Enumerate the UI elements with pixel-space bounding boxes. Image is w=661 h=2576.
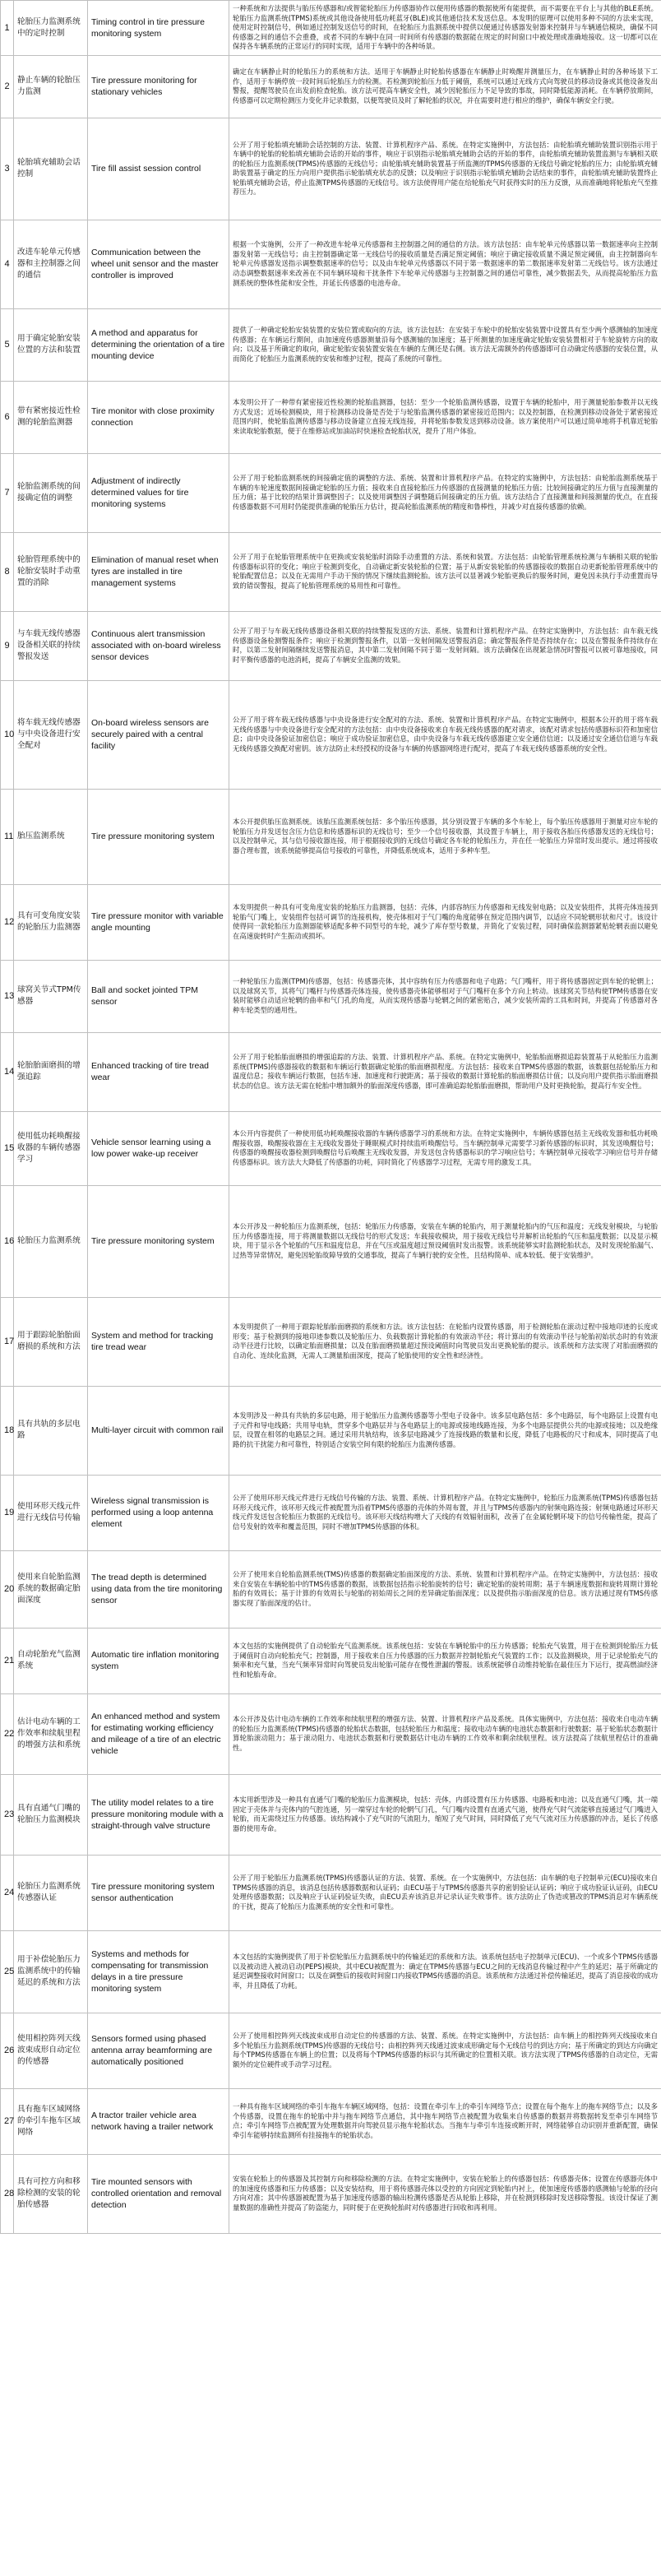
chinese-title: 改进车轮单元传感器和主控制器之间的通信 — [14, 220, 88, 308]
english-title: Adjustment of indirectly determined values for tire monitoring systems — [88, 453, 229, 532]
table-row — [1, 789, 661, 884]
english-title: Vehicle sensor learning using a low power wake-up receiver — [88, 1111, 229, 1185]
chinese-title: 轮胎填充辅助会话控制 — [14, 118, 88, 220]
abstract-text: 本公开内容提供了一种使用低功耗唤醒接收器的车辆传感器学习的系统和方法。在特定实施例中，车辆传感器包括主无线收发器和低功耗唤醒接收器，唤醒接收器在主无线收发器处于睡眠模式时持续监听唤醒信号。当车辆控制单元需要学习新传感器的标识时，其发送唤醒信号；传感器的唤醒接收器检测到唤醒信号后唤醒主无线收发器，并发送包含传感器标识的学习响应信号；车辆控制单元接收学习响应信号并存储传感器标识。该方法大大降低了传感器的功耗，同时简化了传感器学习过程，无需专用的激发工具。 — [229, 1111, 661, 1185]
row-number: 26 — [1, 2013, 14, 2088]
abstract-text: 确定在车辆静止时的轮胎压力的系统和方法。适用于车辆静止时轮胎传感器在车辆静止时唤醒并测量压力，在车辆静止时的各种场景下工作，适用于车辆停放一段时间后轮胎压力的检测。若检测到轮胎压力低于阈值，系统可以通过无线方式向驾驶员的移动设备或其他设备发出警报，提醒驾驶员在出发前检查轮胎。该方法可提高车辆安全性，减少因轮胎压力不足导致的事故，同时降低能源消耗。在车辆停放期间，传感器可以定期检测压力变化并记录数据，以便驾驶员及时了解轮胎的状况，并在需要时进行相应的维护，确保车辆安全行驶。 — [229, 55, 661, 118]
english-title: Tire pressure monitoring for stationary vehicles — [88, 55, 229, 118]
abstract-text: 根据一个实施例，公开了一种改进车轮单元传感器和主控制器之间的通信的方法。该方法包括：由车轮单元传感器以第一数据速率向主控制器发射第一无线信号；由主控制器确定第一无线信号的接收质量是否满足预定阈值；响应于确定接收质量不满足预定阈值，由主控制器向车轮单元传感器发送指示调整数据速率的信号；以及由车轮单元传感器以不同于第一数据速率的第二数据速率发射第二无线信号。该方法通过动态调整数据速率来改善在不同车辆环境和干扰条件下车轮单元传感器与主控制器之间的通信可靠性，减少数据丢失，从而提高轮胎压力监测系统的整体性能和安全性，并延长传感器的电池寿命。 — [229, 220, 661, 308]
row-number: 27 — [1, 2088, 14, 2154]
row-number: 18 — [1, 1386, 14, 1475]
english-title: Sensors formed using phased antenna array beamforming are automatically positioned — [88, 2013, 229, 2088]
chinese-title: 轮胎监测系统的间接确定值的调整 — [14, 453, 88, 532]
row-number: 6 — [1, 381, 14, 453]
chinese-title: 具有共轨的多层电路 — [14, 1386, 88, 1475]
table-row — [1, 1693, 661, 1774]
abstract-text: 本文包括的实施例提供了用于补偿轮胎压力监测系统中的传输延迟的系统和方法。该系统包括电子控制单元(ECU)、一个或多个TPMS传感器以及被动进入被动启动(PEPS)模块，其中ECU被配置为：确定在TPMS传感器与ECU之间的无线消息传输过程中产生的延迟；基于所确定的延迟调整接收时间窗口；以及在调整后的接收时间窗口内接收TPMS传感器的消息。该系统和方法通过补偿传输延迟，提高了消息接收的成功率，并且降低了功耗。 — [229, 1930, 661, 2013]
table-row — [1, 960, 661, 1032]
english-title: Communication between the wheel unit sensor and the master controller is improved — [88, 220, 229, 308]
chinese-title: 轮胎管理系统中的轮胎安装时手动重置的消除 — [14, 532, 88, 611]
english-title: The tread depth is determined using data from the tire monitoring sensor — [88, 1550, 229, 1628]
english-title: Timing control in tire pressure monitoring system — [88, 1, 229, 56]
abstract-text: 公开了用于轮胎胎面磨损的增强追踪的方法、装置、计算机程序产品、系统。在特定实施例中，轮胎胎面磨损追踪装置基于从轮胎压力监测系统(TPMS)传感器接收的数据和车辆运行数据确定轮胎的胎面磨损程度。方法包括：接收来自TPMS传感器的数据，该数据包括轮胎压力和温度信息；接收车辆运行数据，包括车速、加速度和行驶距离；基于接收的数据计算轮胎的胎面磨损估计值；以及向用户提供指示胎面磨损状态的信息。该方法无需在轮胎中增加额外的胎面深度传感器，即可准确追踪轮胎胎面磨损，帮助用户及时更换轮胎，提高行车安全性。 — [229, 1032, 661, 1111]
chinese-title: 用于确定轮胎安装位置的方法和装置 — [14, 308, 88, 381]
row-number: 15 — [1, 1111, 14, 1185]
row-number: 7 — [1, 453, 14, 532]
chinese-title: 自动轮胎充气监测系统 — [14, 1628, 88, 1693]
english-title: Wireless signal transmission is performed using a loop antenna element — [88, 1475, 229, 1550]
table-row — [1, 680, 661, 789]
table-row — [1, 1297, 661, 1386]
abstract-text: 一种轮胎压力监测(TPM)传感器，包括：传感器壳体，其中容纳有压力传感器和电子电路；气门嘴杆，用于将传感器固定到车轮的轮辋上；以及球窝关节，其将气门嘴杆与传感器壳体连接，使传感器壳体能够相对于气门嘴杆在多个方向上转动。该球窝关节结构使TPM传感器在安装时能够自动适应轮辋的曲率和气门孔的角度，从而实现传感器与轮辋之间的紧密贴合，减少安装所需的工具和时间，并提高了传感器对各种车轮类型的通用性。 — [229, 960, 661, 1032]
chinese-title: 静止车辆的轮胎压力监测 — [14, 55, 88, 118]
row-number: 25 — [1, 1930, 14, 2013]
row-number: 1 — [1, 1, 14, 56]
abstract-text: 公开了用于将车载无线传感器与中央设备进行安全配对的方法、系统、装置和计算机程序产品。在特定实施例中，根据本公开的用于将车载无线传感器与中央设备进行安全配对的方法包括：由中央设备接收来自车载无线传感器的配对请求，该配对请求包括传感器标识符和加密信息；由中央设备验证加密信息；响应于成功验证加密信息，由中央设备与车载无线传感器建立安全通信信道；以及通过安全通信信道与车载无线传感器交换配对密钥。该方法防止未经授权的设备与车辆的传感器网络进行配对，提高了车载无线传感器系统的安全性。 — [229, 680, 661, 789]
table-row — [1, 1855, 661, 1930]
table-row — [1, 2154, 661, 2233]
chinese-title: 使用低功耗唤醒接收器的车辆传感器学习 — [14, 1111, 88, 1185]
table-row — [1, 1032, 661, 1111]
row-number: 19 — [1, 1475, 14, 1550]
chinese-title: 球窝关节式TPM传感器 — [14, 960, 88, 1032]
english-title: On-board wireless sensors are securely paired with a central facility — [88, 680, 229, 789]
chinese-title: 胎压监测系统 — [14, 789, 88, 884]
row-number: 5 — [1, 308, 14, 381]
row-number: 8 — [1, 532, 14, 611]
abstract-text: 本公开涉及估计电动车辆的工作效率和续航里程的增强方法、装置、计算机程序产品及系统。具体实施例中，方法包括：接收来自电动车辆的轮胎压力监测系统(TPMS)传感器的轮胎状态数据，包括轮胎压力和温度；接收电动车辆的电池状态数据和行驶数据；基于轮胎状态数据计算轮胎滚动阻力；基于滚动阻力、电池状态数据和行驶数据估计电动车辆的工作效率和剩余续航里程。该方法提高了续航里程估计的准确性。 — [229, 1693, 661, 1774]
english-title: System and method for tracking tire tread wear — [88, 1297, 229, 1386]
table-row — [1, 1475, 661, 1550]
row-number: 2 — [1, 55, 14, 118]
abstract-text: 一种具有拖车区域网络的牵引车拖车车辆区域网络，包括：设置在牵引车上的牵引车网络节点；设置在每个拖车上的拖车网络节点；以及多个传感器，设置在拖车的轮胎中并与拖车网络节点通信，其中拖车网络节点被配置为收集来自传感器的数据并将数据转发至牵引车网络节点；牵引车网络节点被配置为处理数据并向驾驶员显示拖车轮胎状态。当拖车与牵引车连接或断开时，网络能够自动识别并重新配置，确保牵引车能够持续监测所有挂接拖车的轮胎状态。 — [229, 2088, 661, 2154]
abstract-text: 公开了用于轮胎填充辅助会话控制的方法、装置、计算机程序产品、系统。在特定实施例中，方法包括：由轮胎填充辅助装置识别指示用于车辆中的轮胎的轮胎填充辅助会话的开始的事件，响应于识别指示轮胎填充辅助会话的开始的事件，由轮胎填充辅助装置监测与车辆相关联的轮胎压力监测系统(TPMS)传感器的无线信号；由轮胎填充辅助装置基于所监测的TPMS传感器的无线信号确定轮胎的压力；由轮胎填充辅助装置基于确定的压力向用户提供指示轮胎填充状态的反馈；以及响应于识别指示轮胎填充辅助会话结束的事件，由轮胎填充辅助装置终止轮胎填充辅助会话，停止监测TPMS传感器的无线信号。该方法使得用户能在给轮胎充气时获得实时的压力反馈，从而准确地将轮胎充气至推荐压力。 — [229, 118, 661, 220]
english-title: Tire pressure monitoring system sensor authentication — [88, 1855, 229, 1930]
row-number: 9 — [1, 611, 14, 680]
english-title: The utility model relates to a tire pressure monitoring module with a straight-through valve structure — [88, 1774, 229, 1855]
chinese-title: 使用相控阵列天线波束成形自动定位的传感器 — [14, 2013, 88, 2088]
row-number: 22 — [1, 1693, 14, 1774]
table-row — [1, 1185, 661, 1297]
english-title: Tire monitor with close proximity connection — [88, 381, 229, 453]
chinese-title: 使用来自轮胎监测系统的数据确定胎面深度 — [14, 1550, 88, 1628]
english-title: A tractor trailer vehicle area network having a trailer network — [88, 2088, 229, 2154]
abstract-text: 本公开提供胎压监测系统。该胎压监测系统包括：多个胎压传感器，其分别设置于车辆的多个车轮上，每个胎压传感器用于测量对应车轮的轮胎压力并发送包含压力信息和传感器标识的无线信号；至少一个信号接收器，其设置于车辆上，用于接收各胎压传感器发送的无线信号；以及控制单元，其与信号接收器连接，用于根据接收到的无线信号确定各车轮的轮胎压力，并在任一轮胎压力异常时发出提示。通过将接收器合理布置，该系统能够提高信号接收的可靠性，并降低系统成本，适用于多种车型。 — [229, 789, 661, 884]
row-number: 24 — [1, 1855, 14, 1930]
abstract-text: 公开了使用环形天线元件进行无线信号传输的方法、装置、系统、计算机程序产品。在特定实施例中，轮胎压力监测系统(TPMS)传感器包括环形天线元件，该环形天线元件被配置为沿着TPMS传感器的壳体的外周布置，并且与TPMS传感器内的射频电路连接；射频电路通过环形天线元件发送包含轮胎压力数据的无线信号。该环形天线结构增大了天线的有效辐射面积，改善了在金属轮辋环境下的信号传输性能，提高了信号发射的效率和覆盖范围，同时不增加TPMS传感器的体积。 — [229, 1475, 661, 1550]
chinese-title: 具有可控方向和移除检测的安装的轮胎传感器 — [14, 2154, 88, 2233]
chinese-title: 轮胎压力监测系统中的定时控制 — [14, 1, 88, 56]
abstract-text: 一种系统和方法提供与胎压传感器和/或智能轮胎压力传感器协作以便用传感器的数据使所有能提供，而不需要在平台上与其他的BLE系统。轮胎压力监测系统(TPMS)系统或其他设备使用低功耗蓝牙(BLE)或其他通信技术发送信息。本发明的原理可以使用多种不同的方法来实现，使用定时控制信号，例如通过控制发送信号的时间，在轮胎压力监测系统中提供以便通过传感器发射器来控制并与车辆通信模块，确保不同传感器之间的通信不会重叠，或者不同的车辆中在同一时间所有传感器的数据能在规定的时间窗口中被处理或准确地接收。这一切都可以在保持各车辆系统的正常运行的同时实现，适用于车辆中的各种场景。 — [229, 1, 661, 56]
chinese-title: 具有可变角度安装的轮胎压力监测器 — [14, 884, 88, 960]
abstract-text: 提供了一种确定轮胎安装装置的安装位置或取向的方法，该方法包括：在安装于车轮中的轮胎安装装置中设置具有至少两个感测轴的加速度传感器；在车辆运行期间，由加速度传感器测量沿每个感测轴的加速度；基于所测量的加速度确定轮胎安装装置相对于车轮旋转方向的取向；以及基于所确定的取向，确定轮胎安装装置安装在车辆的左侧还是右侧。该方法无需额外的传感器即可自动确定传感器的安装位置，从而简化了轮胎压力监测系统的安装和维护过程，提高了系统的可靠性。 — [229, 308, 661, 381]
row-number: 11 — [1, 789, 14, 884]
chinese-title: 用于补偿轮胎压力监测系统中的传输延迟的系统和方法 — [14, 1930, 88, 2013]
row-number: 4 — [1, 220, 14, 308]
table-row — [1, 453, 661, 532]
table-row — [1, 2013, 661, 2088]
abstract-text: 公开了用于在轮胎管理系统中在更换或安装轮胎时消除手动重置的方法、系统和装置。方法包括：由轮胎管理系统检测与车辆相关联的轮胎传感器标识符的变化；响应于检测到变化，自动确定新安装轮胎的位置；基于从新安装轮胎的传感器接收的数据自动更新轮胎管理系统中的轮胎配置信息；以及在无需用户手动干预的情况下继续监测轮胎。该方法可以显著减少轮胎更换后的服务时间，避免因未执行手动重置而导致的错误警报，提高了轮胎管理系统的易用性和可靠性。 — [229, 532, 661, 611]
abstract-text: 本发明公开了一种带有紧密接近性检测的轮胎监测器，包括：至少一个轮胎监测传感器，设置于车辆的轮胎中，用于测量轮胎参数并以无线方式发送；近场检测模块，用于检测移动设备是否处于与轮胎监测传感器的紧密接近范围内；以及控制器，在检测到移动设备处于紧密接近范围内时，使轮胎监测传感器与移动设备建立直接无线连接，并将轮胎参数发送到移动设备。该方案使用户可以通过简单地将手机靠近轮胎来读取轮胎数据，便于在维修站或加油站时快速检查轮胎状况，提升了用户体验。 — [229, 381, 661, 453]
english-title: Tire mounted sensors with controlled orientation and removal detection — [88, 2154, 229, 2233]
row-number: 28 — [1, 2154, 14, 2233]
chinese-title: 将车载无线传感器与中央设备进行安全配对 — [14, 680, 88, 789]
chinese-title: 具有直通气门嘴的轮胎压力监测模块 — [14, 1774, 88, 1855]
table-row — [1, 1, 661, 56]
table-row — [1, 532, 661, 611]
row-number: 23 — [1, 1774, 14, 1855]
abstract-text: 公开了使用来自轮胎监测系统(TMS)传感器的数据确定胎面深度的方法、系统、装置和计算机程序产品。在特定实施例中，方法包括：接收来自安装在车辆轮胎中的TMS传感器的数据，该数据包括指示轮胎旋转的信号；确定轮胎的旋转周期；基于车辆速度数据和旋转周期计算轮胎的有效周长；基于计算的有效周长与轮胎的初始周长之间的差异确定胎面深度；以及提供指示胎面深度的信息。该方法通过现有TMS传感器实现了胎面深度的估计。 — [229, 1550, 661, 1628]
table-row — [1, 1628, 661, 1693]
table-row — [1, 1930, 661, 2013]
english-title: Elimination of manual reset when tyres are installed in tire management systems — [88, 532, 229, 611]
abstract-text: 本公开涉及一种轮胎压力监测系统，包括：轮胎压力传感器，安装在车辆的轮胎内，用于测量轮胎内的气压和温度；无线发射模块，与轮胎压力传感器连接，用于将测量数据以无线信号的形式发送；车载接收模块，用于接收无线信号并解析出轮胎的气压和温度数据；以及显示模块，用于显示各个轮胎的气压和温度信息，并在气压或温度超过预设阈值时发出报警。该系统能够实时监测轮胎状态，及时发现轮胎漏气、过热等异常情况，避免因轮胎故障导致的交通事故，提高了车辆行驶的安全性，且结构简单、成本较低、便于安装维护。 — [229, 1185, 661, 1297]
english-title: Tire pressure monitoring system — [88, 1185, 229, 1297]
row-number: 21 — [1, 1628, 14, 1693]
abstract-text: 公开了用于轮胎压力监测系统(TPMS)传感器认证的方法、装置、系统。在一个实施例中，方法包括：由车辆的电子控制单元(ECU)接收来自TPMS传感器的消息，该消息包括传感器数据和认证码；由ECU基于与TPMS传感器共享的密钥验证认证码；响应于成功验证认证码，由ECU处理传感器数据；以及响应于认证码验证失败，由ECU丢弃该消息并记录认证失败事件。该方法防止了伪造或篡改的TPMS消息对车辆系统的干扰，提高了轮胎压力监测系统的安全性和可靠性。 — [229, 1855, 661, 1930]
table-row — [1, 1550, 661, 1628]
table-row — [1, 381, 661, 453]
abstract-text: 本发明提供一种具有可变角度安装的轮胎压力监测器，包括：壳体，内部容纳压力传感器和无线发射电路；以及安装组件，其将壳体连接到轮胎气门嘴上，安装组件包括可调节的连接机构，使壳体相对于气门嘴的角度能够在预定范围内调节，以适应不同轮辋形状和尺寸。该设计使得同一款轮胎压力监测器能够适配多种不同型号的车轮，减少了库存型号数量，并简化了安装过程，同时确保监测器紧贴轮辋表面以避免在高速旋转时产生振动或损坏。 — [229, 884, 661, 960]
abstract-text: 本发明提供了一种用于跟踪轮胎胎面磨损的系统和方法。该方法包括：在轮胎内设置传感器，用于检测轮胎在滚动过程中接地印迹的长度或形变；基于检测到的接地印迹参数以及轮胎压力、负载数据计算轮胎的有效滚动半径；将计算出的有效滚动半径与轮胎初始状态时的有效滚动半径进行比较，以确定胎面磨损量；以及在胎面磨损量超过预设阈值时向驾驶员发出更换轮胎的提示。该系统和方法实现了对胎面磨损的自动化、连续化监测，无需人工测量胎面深度，提高了轮胎使用的安全性和经济性。 — [229, 1297, 661, 1386]
table-row — [1, 1111, 661, 1185]
table-row — [1, 884, 661, 960]
table-row — [1, 1386, 661, 1475]
table-row — [1, 55, 661, 118]
chinese-title: 轮胎压力监测系统 — [14, 1185, 88, 1297]
english-title: Ball and socket jointed TPM sensor — [88, 960, 229, 1032]
table-row — [1, 1774, 661, 1855]
english-title: A method and apparatus for determining the orientation of a tire mounting device — [88, 308, 229, 381]
english-title: Tire pressure monitoring system — [88, 789, 229, 884]
row-number: 14 — [1, 1032, 14, 1111]
english-title: Enhanced tracking of tire tread wear — [88, 1032, 229, 1111]
table-row — [1, 611, 661, 680]
abstract-text: 公开了用于轮胎监测系统的间接确定值的调整的方法、系统、装置和计算机程序产品。在特定的实施例中，方法包括：由轮胎监测系统基于车辆的车轮速度数据间接确定轮胎的压力值；接收来自直接轮胎压力传感器的直接测量的轮胎压力值；比较间接确定的压力值与直接测量的压力值；基于比较的结果计算调整因子；以及使用调整因子调整随后间接确定的压力值。该方法结合了直接测量和间接测量的优点，在直接传感器数据不可用时仍能提供准确的轮胎压力估计，提高轮胎监测系统的精度和鲁棒性，并减少对直接传感器的依赖。 — [229, 453, 661, 532]
table-row — [1, 220, 661, 308]
chinese-title: 带有紧密接近性检测的轮胎监测器 — [14, 381, 88, 453]
english-title: Multi-layer circuit with common rail — [88, 1386, 229, 1475]
chinese-title: 与车载无线传感器设备相关联的持续警报发送 — [14, 611, 88, 680]
abstract-text: 安装在轮胎上的传感器及其控制方向和移除检测的方法。在特定实施例中，安装在轮胎上的传感器包括：传感器壳体；设置在传感器壳体中的加速度传感器和压力传感器；以及安装结构，用于将传感器壳体以受控的方向固定到轮胎内衬上，使加速度传感器的感测轴与轮胎的径向方向对准；其中传感器被配置为基于加速度传感器的输出检测传感器是否从轮胎上移除，并在检测到移除时发送移除警报。该设计保证了测量数据的准确性并提高了防盗能力，同时便于在更换轮胎时对传感器进行回收和再利用。 — [229, 2154, 661, 2233]
chinese-title: 具有拖车区域网络的牵引车拖车区域网络 — [14, 2088, 88, 2154]
abstract-text: 本发明涉及一种具有共轨的多层电路，用于轮胎压力监测传感器等小型电子设备中。该多层电路包括：多个电路层，每个电路层上设置有电子元件和导电线路；共用导电轨，贯穿多个电路层并与各电路层上的电源或接地线路连接，为多个电路层提供公共的电源或接地；以及绝缘层，设置在相邻的电路层之间。通过采用共轨结构，该多层电路减少了连接线路的数量和长度，降低了电路板的尺寸和成本，同时提高了电路的抗干扰能力和可靠性，特别适合安装空间有限的轮胎压力监测传感器。 — [229, 1386, 661, 1475]
chinese-title: 轮胎压力监测系统传感器认证 — [14, 1855, 88, 1930]
row-number: 3 — [1, 118, 14, 220]
patent-table-body — [1, 1, 661, 2234]
table-row — [1, 118, 661, 220]
row-number: 17 — [1, 1297, 14, 1386]
row-number: 20 — [1, 1550, 14, 1628]
chinese-title: 估计电动车辆的工作效率和续航里程的增强方法和系统 — [14, 1693, 88, 1774]
english-title: An enhanced method and system for estimating working efficiency and mileage of a tire of an electric vehicle — [88, 1693, 229, 1774]
chinese-title: 轮胎胎面磨损的增强追踪 — [14, 1032, 88, 1111]
abstract-text: 本文包括的实施例提供了自动轮胎充气监测系统。该系统包括：安装在车辆轮胎中的压力传感器；轮胎充气装置，用于在检测到轮胎压力低于阈值时自动向轮胎充气；控制器，用于接收来自压力传感器的压力数据并控制轮胎充气装置的工作；以及监测模块，用于记录轮胎充气的频率和充气量，当充气频率异常时向驾驶员发出轮胎可能存在慢性泄漏的警报。该系统能够自动维持轮胎在最佳压力下运行，提高燃油经济性和轮胎寿命。 — [229, 1628, 661, 1693]
english-title: Tire pressure monitor with variable angle mounting — [88, 884, 229, 960]
abstract-text: 公开了使用相控阵列天线波束成形自动定位的传感器的方法、装置、系统。在特定实施例中，方法包括：由车辆上的相控阵列天线接收来自多个轮胎压力监测系统(TPMS)传感器的无线信号；由相控阵列天线通过波束成形确定每个无线信号的到达方向；基于所确定的到达方向确定每个TPMS传感器在车辆上的位置；以及将每个TPMS传感器的标识与其所确定的位置相关联。该方法实现了TPMS传感器的自动定位，无需额外的定位硬件或手动学习过程。 — [229, 2013, 661, 2088]
row-number: 10 — [1, 680, 14, 789]
abstract-text: 本实用新型涉及一种具有直通气门嘴的轮胎压力监测模块，包括：壳体，内部设置有压力传感器、电路板和电池；以及直通气门嘴，其一端固定于壳体并与壳体内的气腔连通，另一端穿过车轮的轮辋气门孔，气门嘴内设置有直通式气道，使得充气时气流能够直接通过气门嘴进入轮胎，而无需绕过压力传感器。该结构减小了充气时的气流阻力，缩短了充气时间，同时降低了充气气流对压力传感器的冲击，延长了传感器的使用寿命。 — [229, 1774, 661, 1855]
chinese-title: 用于跟踪轮胎胎面磨损的系统和方法 — [14, 1297, 88, 1386]
row-number: 13 — [1, 960, 14, 1032]
table-row — [1, 308, 661, 381]
english-title: Tire fill assist session control — [88, 118, 229, 220]
chinese-title: 使用环形天线元件进行无线信号传输 — [14, 1475, 88, 1550]
row-number: 16 — [1, 1185, 14, 1297]
abstract-text: 公开了用于与车载无线传感器设备相关联的持续警报发送的方法、系统、装置和计算机程序产品。在特定实施例中，方法包括：由车载无线传感器设备检测警报条件；响应于检测到警报条件，以第一发射间隔发送警报消息；确定警报条件是否持续存在；以及在警报条件持续存在时，以第二发射间隔继续发送警报消息，其中第二发射间隔不同于第一发射间隔。该方法确保在出现紧急情况时警报可以被可靠地接收，同时平衡传感器的电池消耗，提高了车辆安全监测的效果。 — [229, 611, 661, 680]
english-title: Automatic tire inflation monitoring system — [88, 1628, 229, 1693]
row-number: 12 — [1, 884, 14, 960]
english-title: Systems and methods for compensating for transmission delays in a tire pressure monitoring system — [88, 1930, 229, 2013]
table-row — [1, 2088, 661, 2154]
english-title: Continuous alert transmission associated with on-board wireless sensor devices — [88, 611, 229, 680]
